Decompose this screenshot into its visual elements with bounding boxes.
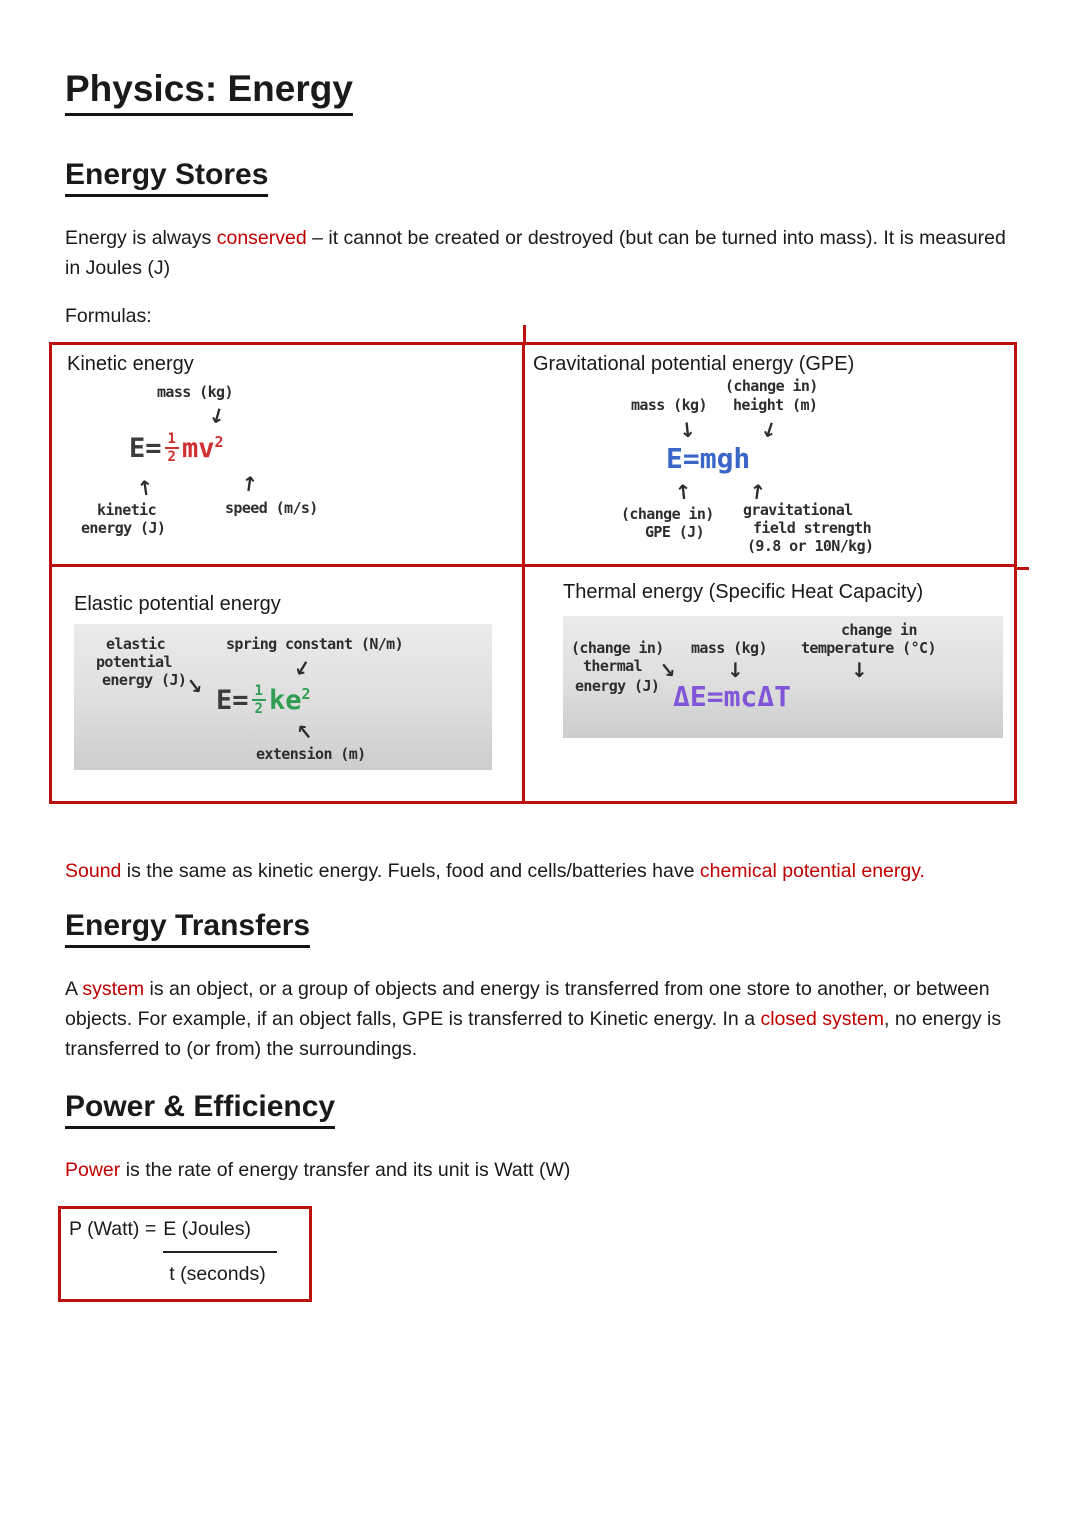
page-title-text: Physics: Energy <box>65 68 353 116</box>
arrow-up-icon: ↑ <box>747 479 768 506</box>
transfers-paragraph <box>65 974 1017 1065</box>
arrow-up-left-icon: ↖ <box>294 719 314 746</box>
formula-body <box>182 433 224 464</box>
change-in-annotation: change in <box>841 621 917 640</box>
mass-annotation: mass (kg) <box>691 639 767 658</box>
formula-body <box>269 685 311 716</box>
formula-table <box>49 342 1017 804</box>
elastic-annotation-line1: elastic <box>106 635 166 654</box>
height-annotation: height (m) <box>733 396 818 415</box>
mass-annotation: mass (kg) <box>157 383 233 402</box>
temperature-annotation: temperature (°C) <box>801 639 936 658</box>
elastic-formula <box>216 684 311 716</box>
change-in-annotation: (change in) <box>621 505 714 524</box>
heading-energy-transfers <box>65 909 1017 948</box>
thermal-cell-label: Thermal energy (Specific Heat Capacity) <box>563 581 924 604</box>
formula-lhs: E= <box>216 684 249 716</box>
kinetic-energy-diagram <box>67 382 510 554</box>
arrow-down-left-icon: ↙ <box>291 654 314 683</box>
arrow-down-icon: ↓ <box>851 658 868 683</box>
formulas-label: Formulas: <box>65 305 152 328</box>
kinetic-formula <box>129 432 224 464</box>
keyword-system: system <box>82 977 145 1000</box>
elastic-cell-label: Elastic potential energy <box>74 593 281 616</box>
power-formula-box <box>58 1206 312 1303</box>
elastic-annotation-line3: energy (J) <box>102 671 187 690</box>
kinetic-annotation-line1: kinetic <box>97 501 157 520</box>
change-in-paren-annotation: (change in) <box>571 639 664 658</box>
speed-annotation: speed (m/s) <box>225 499 318 518</box>
heading-energy-stores-text: Energy Stores <box>65 158 268 197</box>
arrow-up-icon: ↑ <box>239 471 260 498</box>
keyword-closed-system: closed system <box>760 1007 885 1030</box>
extension-annotation: extension (m) <box>256 745 366 764</box>
gravity-annotation-line3: (9.8 or 10N/kg) <box>747 537 874 556</box>
fraction-numerator: 1 <box>165 432 179 449</box>
formula-variables: ke <box>268 684 302 716</box>
cell-gpe <box>525 345 1014 567</box>
kinetic-cell-label: Kinetic energy <box>67 353 194 376</box>
gravity-annotation-line1: gravitational <box>743 501 853 520</box>
arrow-down-icon: ↓ <box>206 402 229 431</box>
thermal-formula: ΔE=mcΔT <box>673 680 792 714</box>
arrow-up-icon: ↑ <box>135 475 156 502</box>
mass-annotation: mass (kg) <box>631 396 707 415</box>
elastic-annotation-line2: potential <box>96 653 172 672</box>
fraction-denominator: 2 <box>167 449 176 466</box>
spring-constant-annotation: spring constant (N/m) <box>226 635 404 654</box>
text-segment: is the rate of energy transfer and its unit is Watt (W) <box>120 1159 571 1182</box>
gpe-formula: E=mgh <box>666 442 751 476</box>
kinetic-annotation-line2: energy (J) <box>81 519 166 538</box>
arrow-up-icon: ↑ <box>673 479 693 506</box>
arrow-down-right-icon: ↘ <box>184 673 205 700</box>
heading-energy-transfers-text: Energy Transfers <box>65 909 310 948</box>
fraction-one-half <box>165 432 179 464</box>
table-divider-overhang-top <box>523 325 526 342</box>
thermal-annotation-line2: energy (J) <box>575 677 660 696</box>
formula-lhs: E= <box>129 432 162 464</box>
gpe-joules-annotation: GPE (J) <box>645 523 705 542</box>
formula-exponent: 2 <box>214 432 224 451</box>
arrow-down-right-icon: ↘ <box>657 657 677 684</box>
stores-intro-paragraph <box>65 223 1017 283</box>
heading-power-efficiency-text: Power & Efficiency <box>65 1090 335 1129</box>
page-title <box>65 68 1017 116</box>
heading-energy-stores <box>65 158 1017 197</box>
power-formula <box>69 1217 297 1288</box>
keyword-conserved: conserved <box>216 227 307 249</box>
table-divider-overhang-right <box>1017 567 1029 570</box>
cell-kinetic-energy <box>52 345 525 567</box>
elastic-diagram <box>74 624 492 770</box>
power-formula-numerator: E (Joules) <box>163 1217 277 1253</box>
power-formula-lhs: P (Watt) = <box>69 1217 157 1240</box>
arrow-down-icon: ↓ <box>757 416 782 445</box>
keyword-power: Power <box>65 1159 121 1182</box>
text-segment: is an object, or a group of objects and energy is transferred from one store to another, or between objects. For example, if an object falls, GPE is transferred to Kinetic energy. In a <box>65 977 990 1030</box>
stores-note-paragraph <box>65 856 1017 886</box>
cell-elastic <box>52 567 525 801</box>
heading-power-efficiency <box>65 1090 1017 1129</box>
fraction-one-half <box>252 684 266 716</box>
power-formula-fraction <box>163 1217 277 1288</box>
text-segment: , no energy is transferred to (or from) the surroundings. <box>65 1007 1002 1061</box>
keyword-sound: Sound <box>65 860 122 883</box>
text-segment: Energy is always <box>65 227 217 249</box>
text-segment: – it cannot be created or destroyed (but can be turned into mass). It is measured in Joules (J) <box>65 227 1006 280</box>
gravity-annotation-line2: field strength <box>753 519 872 538</box>
text-segment: A <box>65 977 83 1000</box>
formula-variables: mv <box>181 432 215 464</box>
arrow-down-icon: ↓ <box>727 658 744 683</box>
gpe-diagram <box>533 378 1006 560</box>
arrow-down-icon: ↓ <box>677 417 697 444</box>
thermal-annotation-line1: thermal <box>583 657 643 676</box>
change-in-annotation: (change in) <box>725 377 818 396</box>
text-segment: is the same as kinetic energy. Fuels, food and cells/batteries have <box>121 860 700 883</box>
formula-exponent: 2 <box>301 684 311 703</box>
thermal-diagram <box>563 616 1003 738</box>
keyword-chemical-potential-energy: chemical potential energy. <box>699 860 925 883</box>
fraction-denominator: 2 <box>254 701 263 718</box>
fraction-numerator: 1 <box>252 684 266 701</box>
cell-thermal <box>525 567 1014 801</box>
power-paragraph <box>65 1155 1017 1185</box>
power-formula-denominator: t (seconds) <box>169 1262 266 1285</box>
gpe-cell-label: Gravitational potential energy (GPE) <box>533 353 855 376</box>
